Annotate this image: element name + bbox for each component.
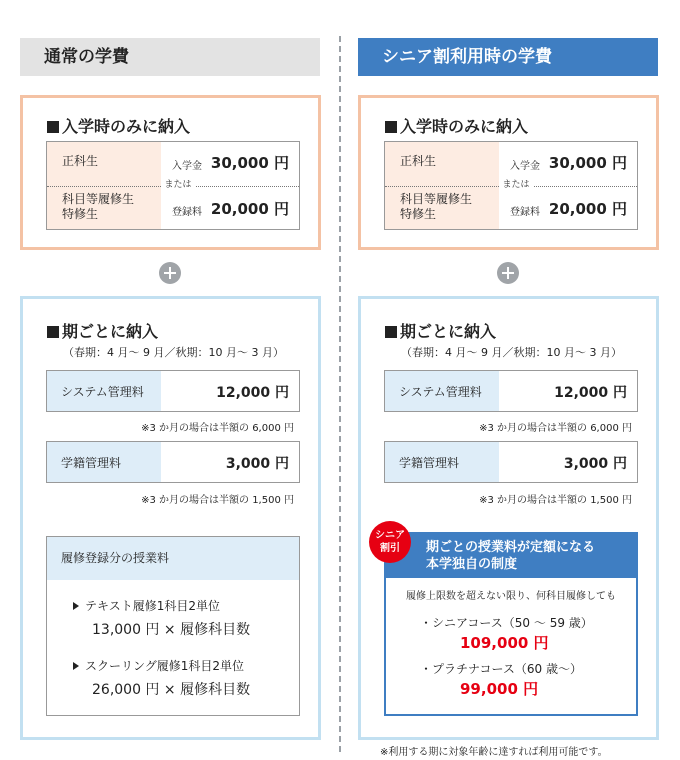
course-fees-box bbox=[46, 536, 300, 716]
system-fee-row bbox=[384, 370, 638, 412]
senior-discount-header: 期ごとの授業料が定額になる 本学独自の制度 bbox=[386, 534, 636, 578]
right-enrollment-box bbox=[358, 95, 659, 250]
right-enrollment-title: 入学時のみに納入 bbox=[385, 114, 528, 137]
square-bullet-icon bbox=[47, 121, 59, 133]
senior-condition: 履修上限数を超えない限り、何科目履修しても bbox=[406, 591, 616, 602]
registry-fee-amount: 3,000 円 bbox=[563, 456, 627, 472]
text-course-item: テキスト履修1科目2単位 bbox=[73, 597, 220, 614]
registry-fee-row bbox=[46, 441, 300, 483]
admission-fee-amount: 30,000 円 bbox=[210, 154, 289, 172]
system-fee-row bbox=[46, 370, 300, 412]
right-term-title: 期ごとに納入 bbox=[385, 319, 496, 342]
left-enrollment-box bbox=[20, 95, 321, 250]
right-enrollment-table bbox=[384, 141, 638, 230]
square-bullet-icon bbox=[47, 326, 59, 338]
registration-fee-amount: 20,000 円 bbox=[548, 200, 627, 218]
senior-discount-badge: シニア 割引 bbox=[369, 521, 411, 563]
course-student-label: 科目等履修生 特修生 bbox=[400, 192, 473, 221]
triangle-bullet-icon bbox=[73, 602, 79, 610]
course-fees-header: 履修登録分の授業料 bbox=[47, 537, 299, 580]
column-divider bbox=[339, 36, 341, 752]
or-label: または bbox=[499, 179, 533, 192]
square-bullet-icon bbox=[385, 326, 397, 338]
senior-course-price: 109,000 円 bbox=[460, 634, 549, 652]
system-fee-amount: 12,000 円 bbox=[554, 385, 627, 401]
system-fee-note: ※3 か月の場合は半額の 6,000 円 bbox=[141, 423, 294, 434]
admission-fee-label: 入学金 bbox=[510, 161, 540, 172]
regular-student-label: 正科生 bbox=[400, 154, 437, 168]
registry-fee-amount: 3,000 円 bbox=[225, 456, 289, 472]
term-period: （春期：4 月～ 9 月／秋期：10 月～ 3 月） bbox=[401, 346, 622, 359]
left-enrollment-table bbox=[46, 141, 300, 230]
registry-fee-row bbox=[384, 441, 638, 483]
schooling-course-item: スクーリング履修1科目2単位 bbox=[73, 657, 244, 674]
left-term-title: 期ごとに納入 bbox=[47, 319, 158, 342]
square-bullet-icon bbox=[385, 121, 397, 133]
normal-fees-header: 通常の学費 bbox=[20, 38, 320, 76]
platinum-course-label: ・プラチナコース（60 歳～） bbox=[420, 662, 583, 676]
course-student-label: 科目等履修生 特修生 bbox=[62, 192, 135, 221]
senior-fees-header: シニア割利用時の学費 bbox=[358, 38, 658, 76]
registry-fee-label: 学籍管理料 bbox=[399, 456, 460, 470]
text-course-formula: 13,000 円 × 履修科目数 bbox=[92, 622, 251, 638]
plus-icon bbox=[497, 262, 519, 284]
registry-fee-label: 学籍管理料 bbox=[61, 456, 122, 470]
senior-discount-box bbox=[384, 532, 638, 716]
registration-fee-amount: 20,000 円 bbox=[210, 200, 289, 218]
left-term-box bbox=[20, 296, 321, 740]
senior-course-label: ・シニアコース（50 ～ 59 歳） bbox=[420, 616, 593, 630]
system-fee-label: システム管理料 bbox=[61, 385, 144, 399]
system-fee-note: ※3 か月の場合は半額の 6,000 円 bbox=[479, 423, 632, 434]
plus-icon bbox=[159, 262, 181, 284]
left-enrollment-title: 入学時のみに納入 bbox=[47, 114, 190, 137]
registry-fee-note: ※3 か月の場合は半額の 1,500 円 bbox=[479, 495, 632, 506]
term-period: （春期：4 月～ 9 月／秋期：10 月～ 3 月） bbox=[63, 346, 284, 359]
registration-fee-label: 登録料 bbox=[510, 207, 540, 218]
platinum-course-price: 99,000 円 bbox=[460, 680, 539, 698]
admission-fee-amount: 30,000 円 bbox=[548, 154, 627, 172]
triangle-bullet-icon bbox=[73, 662, 79, 670]
or-label: または bbox=[161, 179, 195, 192]
system-fee-label: システム管理料 bbox=[399, 385, 482, 399]
schooling-course-formula: 26,000 円 × 履修科目数 bbox=[92, 682, 251, 698]
system-fee-amount: 12,000 円 bbox=[216, 385, 289, 401]
registration-fee-label: 登録料 bbox=[172, 207, 202, 218]
footnote: ※利用する期に対象年齢に達すれば利用可能です。 bbox=[380, 747, 608, 758]
registry-fee-note: ※3 か月の場合は半額の 1,500 円 bbox=[141, 495, 294, 506]
admission-fee-label: 入学金 bbox=[172, 161, 202, 172]
regular-student-label: 正科生 bbox=[62, 154, 99, 168]
right-term-box bbox=[358, 296, 659, 740]
